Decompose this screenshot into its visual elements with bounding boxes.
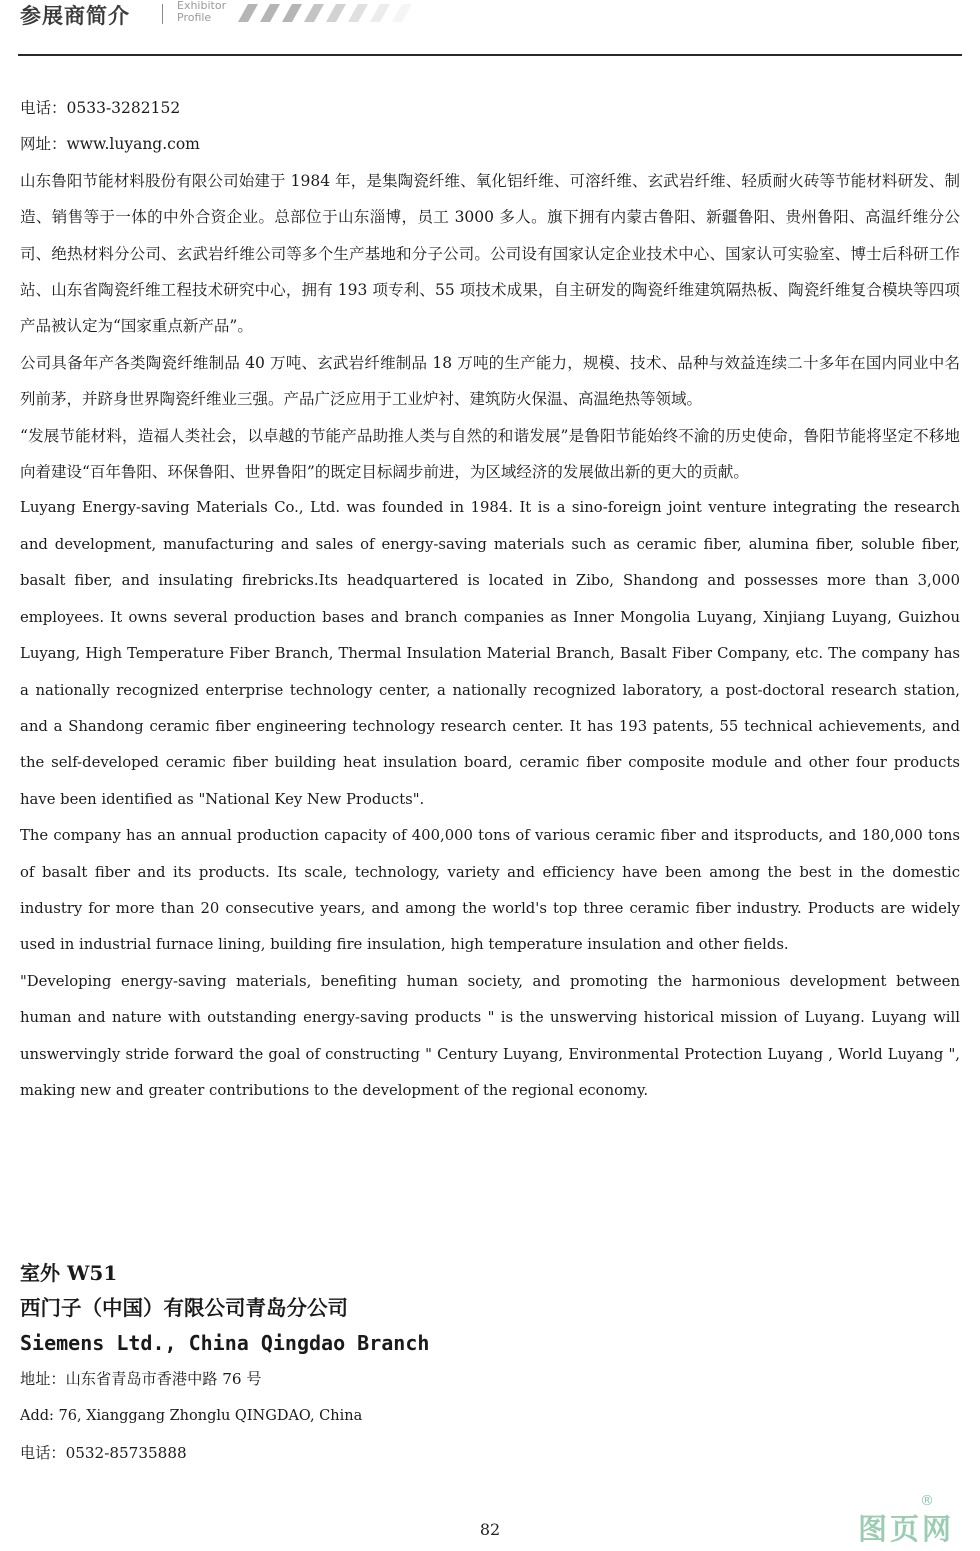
- exhibitor-siemens: [20, 1256, 960, 1472]
- booth-number: 室外 W51: [20, 1261, 118, 1285]
- address-cn: 地址：山东省青岛市香港中路 76 号: [20, 1370, 262, 1388]
- cn-paragraph: 山东鲁阳节能材料股份有限公司始建于 1984 年，是集陶瓷纤维、氧化铝纤维、可溶纤维、玄武岩纤维、轻质耐火砖等节能材料研发、制造、销售等于一体的中外合资企业。总部位于山东淄博，员工 3000 多人。旗下拥有内蒙古鲁阳、新疆鲁阳、贵州鲁阳、高温纤维分公司、绝热材料分公司、玄武岩纤维公司等多个生产基地和分子公司。公司设有国家认定企业技术中心、国家认可实验室、博士后科研工作站、山东省陶瓷纤维工程技术研究中心，拥有 193 项专利、55 项技术成果，自主研发的陶瓷纤维建筑隔热板、陶瓷纤维复合模块等四项产品被认定为“国家重点新产品”。: [20, 171, 960, 336]
- phone-line: 电话：0532-85735888: [20, 1444, 187, 1462]
- title-en-line-2: Profile: [177, 11, 212, 24]
- section-title: 参展商简介: [20, 4, 130, 28]
- watermark-text: 图页网: [858, 1512, 955, 1546]
- address-en: Add: 76, Xianggang Zhonglu QINGDAO, China: [20, 1408, 363, 1424]
- section-title-english: [177, 0, 226, 24]
- title-divider: [162, 4, 163, 24]
- registered-mark: ®: [920, 1493, 934, 1509]
- phone-line: 电话：0533-3282152: [20, 99, 181, 117]
- header-rule: [18, 54, 962, 56]
- page-header: [0, 0, 980, 56]
- title-en-line-1: Exhibitor: [177, 0, 227, 12]
- en-paragraph: "Developing energy-saving materials, benefiting human society, and promoting the harmonious development between human and nature with outstanding energy-saving products " is the unswerving historical mission of Luyang. Luyang will unswervingly stride forward the goal of constructing " Century Luyang, Environmental Protection Luyang , World Luyang ", making new and greater contributions to the development of the regional economy.: [20, 972, 960, 1099]
- en-paragraph: Luyang Energy-saving Materials Co., Ltd. was founded in 1984. It is a sino-foreign joint venture integrating the research and development, manufacturing and sales of energy-saving materials such as ceramic fiber, alumina fiber, soluble fiber, basalt fiber, and insulating firebricks.Its headquartered is located in Zibo, Shandong and possesses more than 3,000 employees. It owns several production bases and branch companies as Inner Mongolia Luyang, Xinjiang Luyang, Guizhou Luyang, High Temperature Fiber Branch, Thermal Insulation Material Branch, Basalt Fiber Company, etc. The company has a nationally recognized enterprise technology center, a nationally recognized laboratory, a post-doctoral research station, and a Shandong ceramic fiber engineering technology research center. It has 193 patents, 55 technical achievements, and the self-developed ceramic fiber building heat insulation board, ceramic fiber composite module and other four products have been identified as "National Key New Products".: [20, 499, 960, 808]
- cn-paragraph: 公司具备年产各类陶瓷纤维制品 40 万吨、玄武岩纤维制品 18 万吨的生产能力，规模、技术、品种与效益连续二十多年在国内同业中名列前茅，并跻身世界陶瓷纤维业三强。产品广泛应用于工业炉衬、建筑防火保温、高温绝热等领域。: [20, 353, 960, 409]
- decorative-stripes: [230, 2, 430, 24]
- exhibitor-luyang: [20, 90, 960, 1109]
- company-name-en: Siemens Ltd., China Qingdao Branch: [20, 1331, 430, 1355]
- en-paragraph: The company has an annual production capacity of 400,000 tons of various ceramic fiber and itsproducts, and 180,000 tons of basalt fiber and its products. Its scale, technology, variety and efficiency have been among the best in the domestic industry for more than 20 consecutive years, and among the world's top three ceramic fiber industry. Products are widely used in industrial furnace lining, building fire insulation, high temperature insulation and other fields.: [20, 827, 960, 954]
- company-name-cn: 西门子（中国）有限公司青岛分公司: [20, 1296, 348, 1320]
- cn-paragraph: “发展节能材料，造福人类社会，以卓越的节能产品助推人类与自然的和谐发展”是鲁阳节能始终不渝的历史使命，鲁阳节能将坚定不移地向着建设“百年鲁阳、环保鲁阳、世界鲁阳”的既定目标阔步前进，为区域经济的发展做出新的更大的贡献。: [20, 426, 960, 482]
- page-number: 82: [479, 1520, 501, 1539]
- website-line: 网址：www.luyang.com: [20, 135, 200, 154]
- watermark-logo: [858, 1493, 968, 1546]
